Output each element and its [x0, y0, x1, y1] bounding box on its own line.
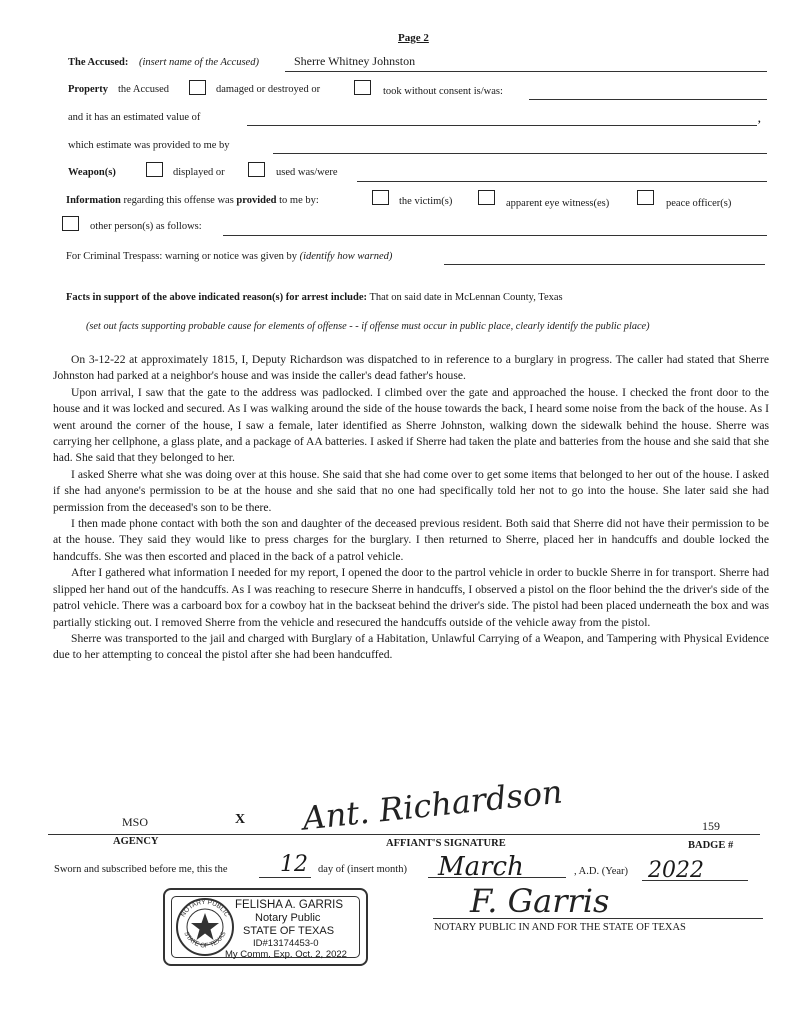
witness-label: apparent eye witness(es)	[506, 198, 610, 209]
accused-label: The Accused:	[68, 57, 129, 68]
stamp-id: ID#13174453-0	[253, 938, 319, 949]
seal-bottom-text: STATE OF TEXAS	[182, 930, 228, 950]
witness-checkbox[interactable]	[478, 190, 495, 205]
facts-instructions: (set out facts supporting probable cause for elements of offense - - if offense must occur in public place, clearly identify the public place)	[86, 321, 650, 332]
property-label-rest: the Accused	[118, 84, 170, 95]
estimate-provided-line	[273, 153, 767, 154]
took-checkbox[interactable]	[354, 80, 371, 95]
weapons-label: Weapon(s)	[68, 167, 116, 178]
stamp-name: FELISHA A. GARRIS	[235, 899, 344, 911]
affiant-signature: Ant. Richardson	[300, 772, 565, 838]
affiant-label: AFFIANT'S SIGNATURE	[386, 838, 506, 849]
agency-value: MSO	[122, 815, 149, 829]
trespass-label	[66, 251, 392, 262]
facts-label: Facts in support of the above indicated reason(s) for arrest include:	[66, 292, 367, 303]
stamp-expiry: My Comm. Exp. Oct. 2, 2022	[225, 949, 347, 960]
damaged-checkbox[interactable]	[189, 80, 206, 95]
sworn-label: Sworn and subscribed before me, this the	[54, 864, 228, 875]
other-persons-label: other person(s) as follows:	[90, 221, 202, 232]
narrative	[53, 352, 769, 664]
seal-top-text: NOTARY PUBLIC	[179, 898, 231, 919]
page-label: Page 2	[398, 32, 429, 44]
weapon-displayed-checkbox[interactable]	[146, 162, 163, 177]
information-provided: provided	[236, 195, 277, 206]
accused-line	[285, 71, 767, 72]
year-line	[642, 880, 748, 881]
facts-value: That on said date in McLennan County, Texas	[369, 292, 563, 303]
agency-label: AGENCY	[113, 836, 159, 847]
damaged-option-label: damaged or destroyed or	[216, 84, 321, 95]
narrative-paragraph: On 3-12-22 at approximately 1815, I, Deputy Richardson was dispatched to in reference to a burglary in progress. The caller had stated that Sherre Johnston had parked at a neighbor's house and was inside the caller's dead father's house.	[53, 353, 769, 383]
property-line	[529, 99, 767, 100]
narrative-paragraph: I then made phone contact with both the son and daughter of the deceased previous resident. Both said that Sherre did not have their permission to be at the house. They said they would like to press charges for the burglary. I then returned to Sherre, placed her in handcuffs and double locked the handcuffs. She was then escorted and placed in the back of a patrol vehicle.	[53, 517, 769, 563]
sworn-month: March	[438, 852, 524, 882]
victim-checkbox[interactable]	[372, 190, 389, 205]
narrative-paragraph: Upon arrival, I saw that the gate to the address was padlocked. I climbed over the gate and approached the house. I checked the front door to the house and it was locked and secured. As I was walking around the side of the house towards the back, I heard some noise from the back of the house. As I went around the corner of the house, I saw a female, later identified as Sherre Johnston, walking down the sidewalk behind the house. Sherre was carrying her cellphone, a glass plate, and a package of AA batteries. I asked if Sherre had taken the plate and batteries from the house and she said that she had. She said that they belonged to her.	[53, 385, 769, 465]
sworn-year: 2022	[648, 858, 704, 883]
information-mid: regarding this offense was	[123, 195, 234, 206]
narrative-paragraph: Sherre was transported to the jail and charged with Burglary of a Habitation, Unlawful Carrying of a Weapon, and Tampering with Physical Evidence due to her attempting to conceal the pistol after she had been handcuffed.	[53, 631, 769, 662]
narrative-paragraph: After I gathered what information I needed for my report, I opened the door to the partrol vehicle in order to buckle Sherre in for transport. Sherre had slipped her hand out of the handcuffs. As I was reaching to resecure Sherre in handcuffs, I observed a pistol on the floor behind the the driver's side of the patrol vehicle. There was a carboard box for a cowboy hat in the backseat behind the driver's side. The pistol had been placed underneath the box and was partially sticking out. I removed Sherre from the vehicle and resecured the handcuffs outside of the vehicle away from the pistol.	[53, 566, 769, 629]
accused-hint: (insert name of the Accused)	[139, 57, 259, 68]
weapon-used-label: used was/were	[276, 167, 338, 178]
weapon-used-checkbox[interactable]	[248, 162, 265, 177]
weapons-line	[357, 181, 767, 182]
accused-name: Sherre Whitney Johnston	[294, 54, 416, 68]
officer-checkbox[interactable]	[637, 190, 654, 205]
day-label: day of (insert month)	[318, 864, 407, 875]
weapon-displayed-label: displayed or	[173, 167, 225, 178]
took-option-label: took without consent is/was:	[383, 86, 503, 97]
narrative-paragraph: I asked Sherre what she was doing over at this house. She said that she had come over to get some items that belonged to her out of the house. I asked if she had anyone's permission to be at the house and she said that no one had specifically told her not to go into the house. She later said she had permission from the deceased's son to be there.	[53, 467, 769, 514]
day-line	[259, 877, 311, 878]
officer-label: peace officer(s)	[666, 198, 732, 209]
notary-line	[433, 918, 763, 919]
notary-signature: F. Garris	[470, 882, 610, 920]
stamp-state: STATE OF TEXAS	[243, 925, 335, 937]
estimated-value-label: and it has an estimated value of	[68, 112, 201, 123]
trespass-hint: (identify how warned)	[299, 251, 393, 262]
estimated-value-mark: ,	[758, 114, 761, 125]
property-label: Property	[68, 84, 109, 95]
notary-label: NOTARY PUBLIC IN AND FOR THE STATE OF TEXAS	[434, 922, 686, 933]
sworn-day: 12	[280, 852, 308, 877]
information-rest: to me by:	[279, 195, 319, 206]
estimate-provided-label: which estimate was provided to me by	[68, 140, 230, 151]
signature-line	[48, 834, 760, 835]
year-label: , A.D. (Year)	[574, 866, 629, 877]
victim-label: the victim(s)	[399, 196, 453, 207]
month-line	[428, 877, 566, 878]
information-bold: Information	[66, 195, 121, 206]
other-persons-line	[223, 235, 767, 236]
notary-stamp	[163, 888, 368, 966]
estimated-value-line	[247, 125, 757, 126]
stamp-title: Notary Public	[255, 912, 321, 924]
x-mark: X	[235, 812, 246, 827]
trespass-text: For Criminal Trespass: warning or notice was given by	[66, 251, 297, 262]
information-label	[66, 195, 319, 206]
badge-value: 159	[702, 819, 720, 833]
facts-heading	[66, 292, 563, 303]
other-persons-checkbox[interactable]	[62, 216, 79, 231]
badge-label: BADGE #	[688, 840, 734, 851]
trespass-line	[444, 264, 765, 265]
